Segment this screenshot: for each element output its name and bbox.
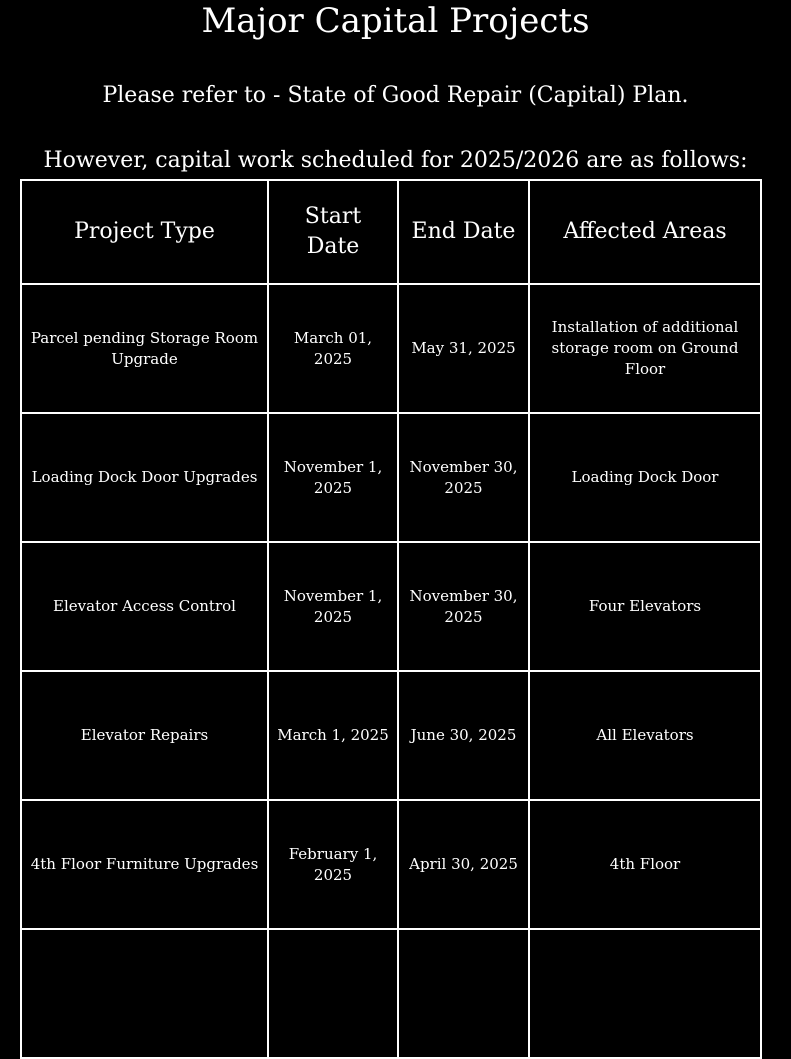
cell-start-date: March 01, 2025 <box>268 284 398 413</box>
cell-start-date: February 1, 2025 <box>268 800 398 929</box>
cell-start-date: March 1, 2025 <box>268 671 398 800</box>
table-row <box>21 542 761 671</box>
cell-project-type: Loading Dock Door Upgrades <box>21 413 268 542</box>
cell-end-date <box>398 929 529 1058</box>
plan-reference-text: Please refer to - State of Good Repair (Capital) Plan. <box>102 83 689 108</box>
cell-end-date: November 30, 2025 <box>398 542 529 671</box>
cell-project-type: Parcel pending Storage Room Upgrade <box>21 284 268 413</box>
cell-end-date: November 30, 2025 <box>398 413 529 542</box>
cell-project-type: Elevator Repairs <box>21 671 268 800</box>
table-row <box>21 413 761 542</box>
cell-end-date: April 30, 2025 <box>398 800 529 929</box>
cell-project-type: Elevator Access Control <box>21 542 268 671</box>
table-row-empty <box>21 929 761 1058</box>
cell-affected-areas: Installation of additional storage room on Ground Floor <box>529 284 761 413</box>
cell-project-type: 4th Floor Furniture Upgrades <box>21 800 268 929</box>
capital-projects-table <box>20 179 762 1059</box>
cell-affected-areas: 4th Floor <box>529 800 761 929</box>
schedule-intro-text: However, capital work scheduled for 2025/2026 are as follows: <box>43 148 748 173</box>
cell-affected-areas <box>529 929 761 1058</box>
header-end-date: End Date <box>398 180 529 284</box>
cell-start-date <box>268 929 398 1058</box>
cell-end-date: June 30, 2025 <box>398 671 529 800</box>
table-header-row <box>21 180 761 284</box>
header-start-date: Start Date <box>268 180 398 284</box>
cell-project-type <box>21 929 268 1058</box>
table-row <box>21 284 761 413</box>
cell-start-date: November 1, 2025 <box>268 542 398 671</box>
cell-affected-areas: All Elevators <box>529 671 761 800</box>
cell-affected-areas: Loading Dock Door <box>529 413 761 542</box>
cell-end-date: May 31, 2025 <box>398 284 529 413</box>
cell-start-date: November 1, 2025 <box>268 413 398 542</box>
table-row <box>21 671 761 800</box>
header-affected-areas: Affected Areas <box>529 180 761 284</box>
header-project-type: Project Type <box>21 180 268 284</box>
cell-affected-areas: Four Elevators <box>529 542 761 671</box>
table-row <box>21 800 761 929</box>
page-title: Major Capital Projects <box>201 1 590 41</box>
